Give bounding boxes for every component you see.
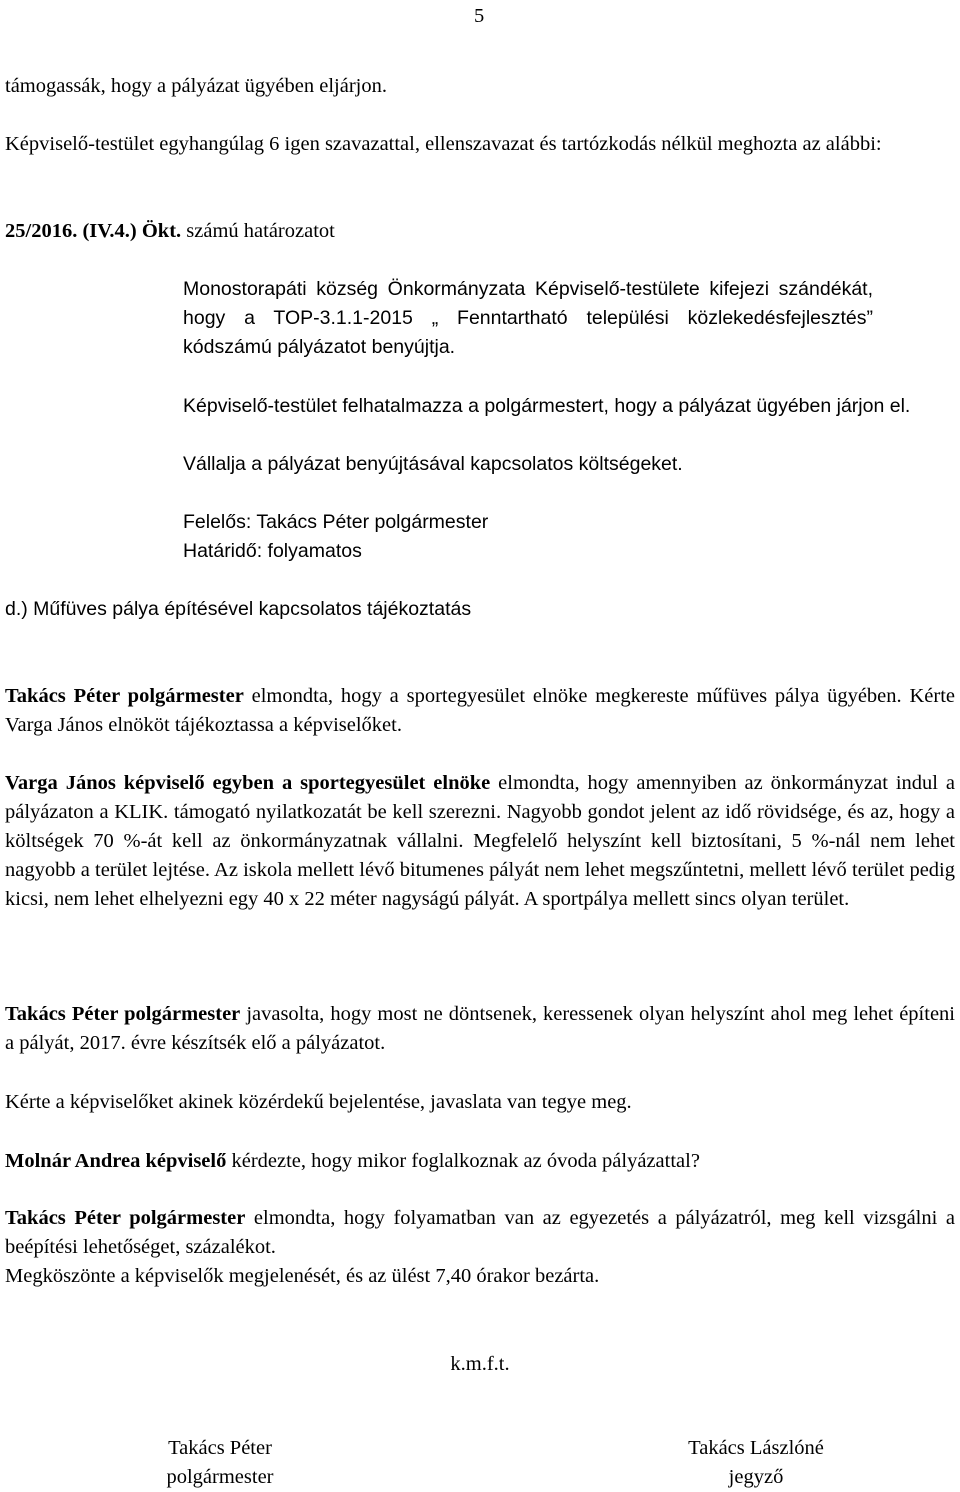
paragraph-molnar: [5, 1147, 955, 1176]
paragraph-text: elmondta, hogy folyamatban van az egyezetés a pályázatról, meg kell vizsgálni a beépítési lehetőséget, százalékot.: [5, 1207, 956, 1258]
paragraph-text: elmondta, hogy amennyiben az önkormányzat indul a pályázaton a KLIK. támogató nyilatkozatát be kell szerezni. Nagyobb gondot jelent az idő rövidsége, és az, hogy a költségek 70 %-át kell az önkormányzatnak vállalni. Megfelelő helyszínt kell biztosítani, 5 %-nál nem lehet nagyobb a terület lejtése. Az iskola mellett lévő bitumenes pályát nem lehet megszűntetni, mellett lévő terület pedig kicsi, nem lehet elhelyezni egy 40 x 22 méter nagyságú pályát. A sportpálya mellett sincs olyan terület.: [5, 772, 955, 910]
speaker-name: Molnár Andrea képviselő: [5, 1150, 227, 1172]
paragraph-text: javasolta, hogy most ne döntsenek, keressenek olyan helyszínt ahol meg lehet építeni a pályát, 2017. évre készítsék elő a pályázatot.: [5, 1003, 955, 1054]
paragraph-text: kérdezte, hogy mikor foglalkoznak az óvoda pályázattal?: [226, 1150, 700, 1172]
resolution-heading-text: számú határozatot: [186, 220, 335, 242]
speaker-name: Varga János képviselő egyben a sportegyesület elnöke: [5, 772, 491, 794]
signature-mayor: [100, 1434, 340, 1492]
signature-role: polgármester: [166, 1466, 274, 1488]
resolution-responsible: Felelős: Takács Péter polgármester: [183, 511, 489, 533]
page-number: 5: [474, 5, 485, 27]
opening-sentence: támogassák, hogy a pályázat ügyében eljárjon.: [5, 75, 387, 97]
resolution-heading: [5, 217, 955, 246]
paragraph-takacs-3: [5, 1204, 955, 1262]
signature-name: Takács Lászlóné: [688, 1437, 824, 1459]
resolution-text-3: Vállalja a pályázat benyújtásával kapcsolatos költségeket.: [183, 453, 683, 475]
section-heading-d: d.) Műfüves pálya építésével kapcsolatos tájékoztatás: [5, 598, 472, 620]
signature-notary: [636, 1434, 876, 1492]
resolution-deadline: Határidő: folyamatos: [183, 540, 362, 562]
paragraph-takacs-2: [5, 1000, 955, 1058]
vote-statement: Képviselő-testület egyhangúlag 6 igen szavazattal, ellenszavazat és tartózkodás nélkül meghozta az alábbi:: [5, 133, 882, 155]
resolution-text-2: Képviselő-testület felhatalmazza a polgármestert, hogy a pályázat ügyében járjon el.: [183, 395, 911, 417]
speaker-name: Takács Péter polgármester: [5, 685, 244, 707]
paragraph-takacs-1: [5, 682, 955, 740]
signature-role: jegyző: [728, 1466, 784, 1488]
paragraph-text: elmondta, hogy a sportegyesület elnöke megkereste műfüves pálya ügyében. Kérte Varga János elnököt tájékoztassa a képviselőket.: [5, 685, 956, 736]
paragraph-request: Kérte a képviselőket akinek közérdekű bejelentése, javaslata van tegye meg.: [5, 1091, 632, 1113]
closing-sentence: Megköszönte a képviselők megjelenését, és az ülést 7,40 órakor bezárta.: [5, 1265, 600, 1287]
resolution-number: 25/2016. (IV.4.) Ökt.: [5, 220, 182, 242]
speaker-name: Takács Péter polgármester: [5, 1003, 241, 1025]
speaker-name: Takács Péter polgármester: [5, 1207, 246, 1229]
resolution-text-1: Monostorapáti község Önkormányzata Képviselő-testülete kifejezi szándékát, hogy a TOP-3.1.1-2015 „ Fenntartható települési közlekedésfejlesztés” kódszámú pályázatot benyújtja.: [183, 278, 873, 358]
paragraph-varga: [5, 769, 955, 914]
kmft-mark: k.m.f.t.: [450, 1353, 510, 1375]
signature-name: Takács Péter: [168, 1437, 272, 1459]
